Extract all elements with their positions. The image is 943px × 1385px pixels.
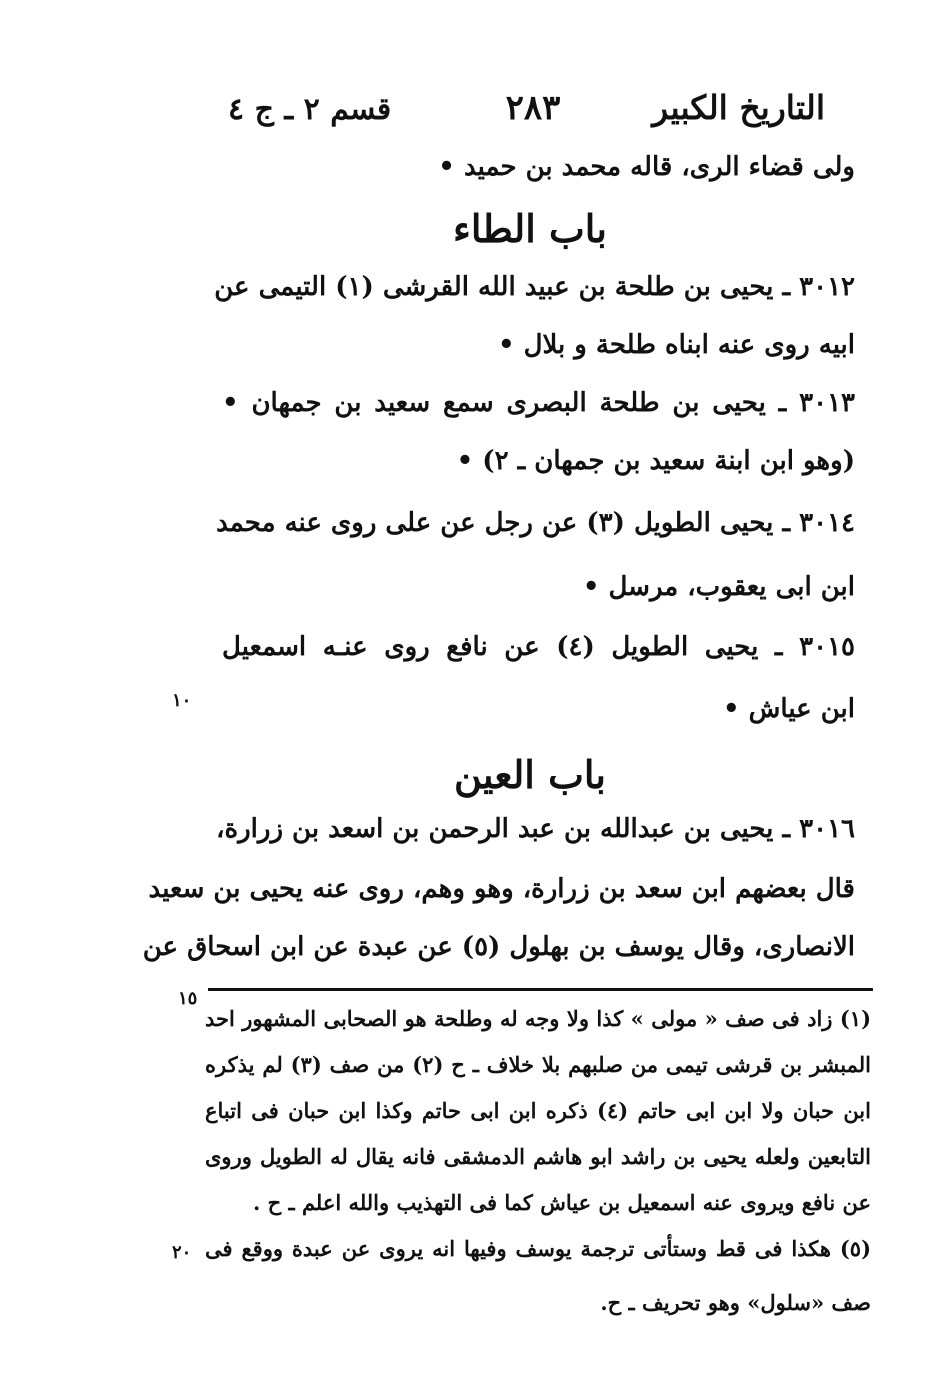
footnote-line-7: صف «سلول» وهو تحريف ـ ح. [600, 1290, 871, 1315]
footnote-line-6: (٥) هكذا فى قط وستأتى ترجمة يوسف وفيها انه يروى عن عبدة ووقع فى [205, 1236, 871, 1261]
footnote-divider [208, 988, 873, 991]
footnote-line-3: ابن حبان ولا ابن ابى حاتم (٤) ذكره ابن ابى حاتم وكذا ابن حبان فى اتباع [205, 1098, 871, 1123]
entry-3014-line-2: ابن ابى يعقوب، مرسل • [582, 572, 855, 602]
part-label: قسم ٢ ـ ج ٤ [228, 92, 392, 127]
entry-3013-line-2: (وهو ابن ابنة سعيد بن جمهان ـ ٢) • [456, 446, 855, 476]
footnote-line-2: المبشر بن قرشى تيمى من صلبهم بلا خلاف ـ ح (٢) من صف (٣) لم يذكره [205, 1052, 871, 1077]
entry-3016-line-3: الانصارى، وقال يوسف بن بهلول (٥) عن عبدة عن ابن اسحاق عن [142, 932, 855, 962]
entry-3012-line-1: ٣٠١٢ ـ يحيى بن طلحة بن عبيد الله القرشى (١) التيمى عن [214, 272, 855, 302]
margin-line-number-15: ١٥ [178, 988, 198, 1009]
entry-3015-line-2: ابن عياش • [723, 694, 855, 724]
footnote-line-4: التابعين ولعله يحيى بن راشد ابو هاشم الدمشقى فانه يقال له الطويل وروى [205, 1144, 871, 1169]
footnote-line-5: عن نافع ويروى عنه اسمعيل بن عياش كما فى التهذيب والله اعلم ـ ح . [253, 1190, 871, 1215]
entry-3014-line-1: ٣٠١٤ ـ يحيى الطويل (٣) عن رجل عن على روى عنه محمد [216, 508, 855, 538]
section-heading-ta: باب الطاء [453, 206, 607, 251]
section-heading-ain: باب العين [453, 752, 607, 797]
entry-3015-line-1: ٣٠١٥ ـ يحيى الطويل (٤) عن نافع روى عنـه اسمعيل [222, 632, 855, 662]
entry-3016-line-2: قال بعضهم ابن سعد بن زرارة، وهو وهم، روى عنه يحيى بن سعيد [148, 874, 855, 904]
footnote-line-1: (١) زاد فى صف « مولى » كذا ولا وجه له وطلحة هو الصحابى المشهور احد [205, 1006, 871, 1031]
entry-3013-line-1: ٣٠١٣ ـ يحيى بن طلحة البصرى سمع سعيد بن جمهان • [222, 388, 855, 418]
intro-line: ولى قضاء الرى، قاله محمد بن حميد • [438, 152, 855, 182]
running-title: التاريخ الكبير [652, 88, 825, 127]
margin-line-number-20: ٢٠ [172, 1242, 192, 1263]
margin-line-number-10: ١٠ [172, 690, 192, 711]
entry-3012-line-2: ابيه روى عنه ابناه طلحة و بلال • [497, 330, 855, 360]
page-number: ٢٨٣ [505, 88, 561, 128]
entry-3016-line-1: ٣٠١٦ ـ يحيى بن عبدالله بن عبد الرحمن بن اسعد بن زرارة، [216, 814, 855, 844]
